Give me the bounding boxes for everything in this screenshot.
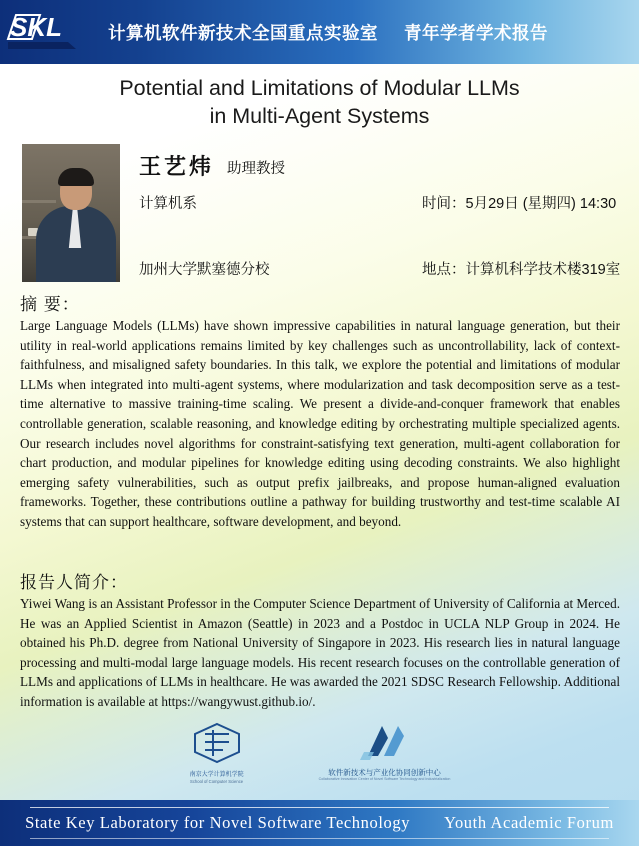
speaker-department: 计算机系 [139, 196, 197, 212]
header-band [0, 0, 639, 64]
nju-cs-caption-en: School of Computer Science [190, 779, 244, 784]
skl-logo [0, 0, 108, 64]
abstract-text: Large Language Models (LLMs) have shown impressive capabilities in natural language generation, but their utility in real-world applications remains limited by key challenges such as uncontrollability, lack of context-faithfulness, and misaligned safety boundaries. In this talk, we explore the potential and limitations of modular LLMs when integrated into multi-agent systems, where modularization and task decomposition serve as a test-time alternative to massive training-time scaling. We present a divide-and-conquer framework that enables controllable generation, scalable reasoning, and knowledge editing by orchestrating multiple specialized agents. Our research includes novel algorithms for constraint-satisfying text generation, multi-agent collaboration for chart production, and modular pipelines for knowledge editing using decoding constraints. We also highlight emerging safety vulnerabilities, such as output prefix jailbreaks, and propose human-aligned evaluation frameworks. Together, these contributions outline a pathway for building trustworthy and test-time scalable AI systems that can support healthcare, software development, and beyond. [20, 318, 620, 529]
talk-title-line1: Potential and Limitations of Modular LLMs [119, 76, 520, 100]
speaker-photo [22, 144, 120, 282]
bottom-logo-row [0, 722, 639, 798]
speaker-rank: 助理教授 [227, 161, 285, 177]
footer-band [0, 800, 639, 846]
header-forum-title: 青年学者学术报告 [404, 22, 548, 43]
footer-rule-top [30, 807, 609, 808]
talk-place: 地点：计算机科学技术楼319室 [422, 262, 621, 278]
sic-caption-en: Collaborative Innovation Center of Novel Software Technology and Industrialization [318, 777, 451, 781]
nju-cs-logo [189, 722, 245, 785]
footer-lab-name: State Key Laboratory for Novel Software Technology [25, 813, 411, 832]
bio-heading: 报告人简介： [20, 573, 128, 592]
nju-cs-logo-icon [189, 722, 245, 764]
talk-title [0, 74, 639, 130]
abstract-heading: 摘 要： [20, 295, 80, 314]
footer-forum-name: Youth Academic Forum [444, 813, 614, 832]
header-title-group [108, 20, 639, 45]
nju-cs-caption-cn: 南京大学计算机学院 [189, 772, 244, 778]
svg-text:SKL: SKL [10, 12, 62, 42]
speaker-name: 王艺炜 [139, 154, 215, 179]
header-lab-title: 计算机软件新技术全国重点实验室 [108, 22, 378, 43]
footer-rule-bottom [30, 838, 609, 839]
speaker-affiliation: 加州大学默塞德分校 [139, 262, 270, 278]
talk-time: 时间：5月29日 (星期四) 14:30 [422, 196, 617, 212]
talk-title-line2: in Multi-Agent Systems [209, 104, 430, 128]
speaker-block [22, 144, 622, 284]
software-innovation-center-logo [319, 722, 451, 782]
software-innovation-center-logo-icon [358, 722, 410, 762]
bio-text: Yiwei Wang is an Assistant Professor in the Computer Science Department of University of California at Merced. He was an Applied Scientist in Amazon (Seattle) in 2023 and a Postdoc in UCLA NLP Group in 2024. He obtained his Ph.D. degree from National University of Singapore in 2023. His research lies in natural language processing and multi-modal large language models. His recent research focuses on the controllable generation of LLMs and applications of LLMs in healthcare. He was awarded the 2021 SDSC Research Fellowship. Additional information is available at https://wangywust.github.io/. [20, 596, 620, 709]
sic-caption-cn: 软件新技术与产业化协同创新中心 [328, 768, 441, 777]
skl-logo-icon [6, 9, 102, 55]
